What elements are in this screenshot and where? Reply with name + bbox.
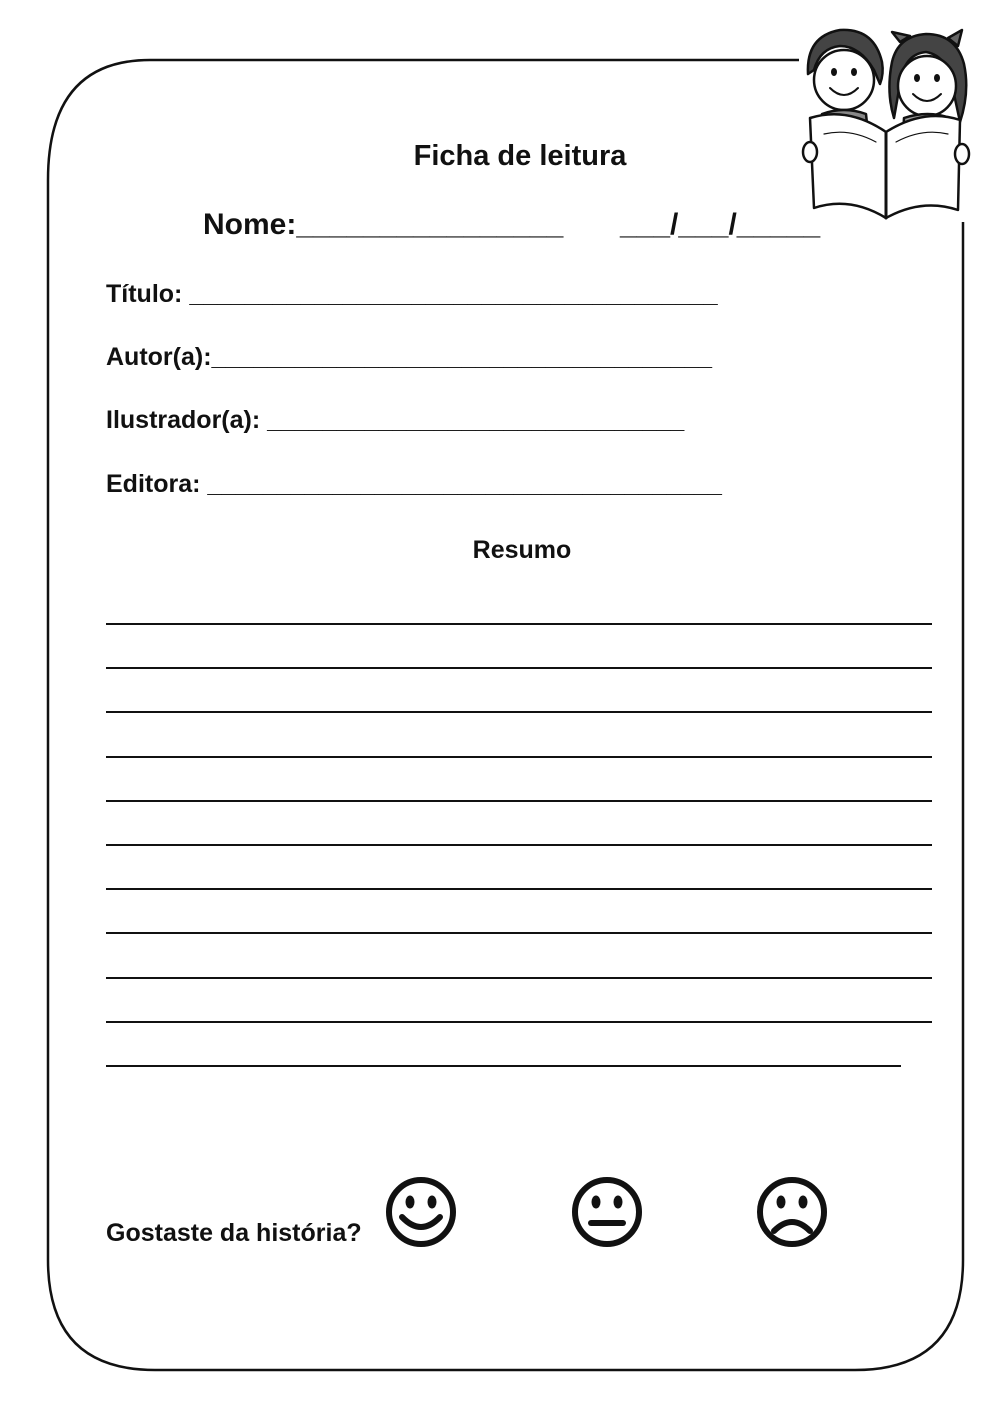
field-illustrator-label: Ilustrador(a): — [106, 406, 261, 434]
summary-line[interactable] — [106, 711, 932, 713]
summary-line[interactable] — [106, 1065, 901, 1067]
field-illustrator — [106, 406, 684, 435]
field-author-blank[interactable]: ____________________________________ — [211, 343, 713, 371]
children-reading-illustration — [800, 22, 972, 222]
summary-line[interactable] — [106, 888, 932, 890]
summary-line[interactable] — [106, 932, 932, 934]
summary-line[interactable] — [106, 844, 932, 846]
field-title — [106, 280, 718, 309]
name-row — [203, 208, 563, 242]
neutral-face-icon[interactable] — [570, 1175, 644, 1249]
sad-face-icon[interactable] — [755, 1175, 829, 1249]
field-author-label: Autor(a): — [106, 343, 212, 371]
field-title-label: Título: — [106, 280, 183, 308]
summary-line[interactable] — [106, 667, 932, 669]
field-illustrator-blank[interactable]: ______________________________ — [267, 406, 685, 434]
summary-line[interactable] — [106, 800, 932, 802]
field-publisher — [106, 470, 722, 499]
summary-line[interactable] — [106, 977, 932, 979]
date-blank[interactable]: ___/___/_____ — [620, 208, 821, 241]
name-blank[interactable]: ________________ — [296, 208, 564, 241]
name-label: Nome: — [203, 208, 297, 241]
field-publisher-label: Editora: — [106, 470, 201, 498]
field-title-blank[interactable]: ______________________________________ — [189, 280, 718, 308]
summary-heading: Resumo — [472, 536, 572, 564]
smiling-face-icon[interactable] — [384, 1175, 458, 1249]
rating-question: Gostaste da história? — [106, 1219, 362, 1247]
field-author — [106, 343, 712, 372]
summary-line[interactable] — [106, 756, 932, 758]
field-publisher-blank[interactable]: _____________________________________ — [207, 470, 722, 498]
summary-line[interactable] — [106, 623, 932, 625]
worksheet-title: Ficha de leitura — [413, 140, 627, 172]
summary-line[interactable] — [106, 1021, 932, 1023]
